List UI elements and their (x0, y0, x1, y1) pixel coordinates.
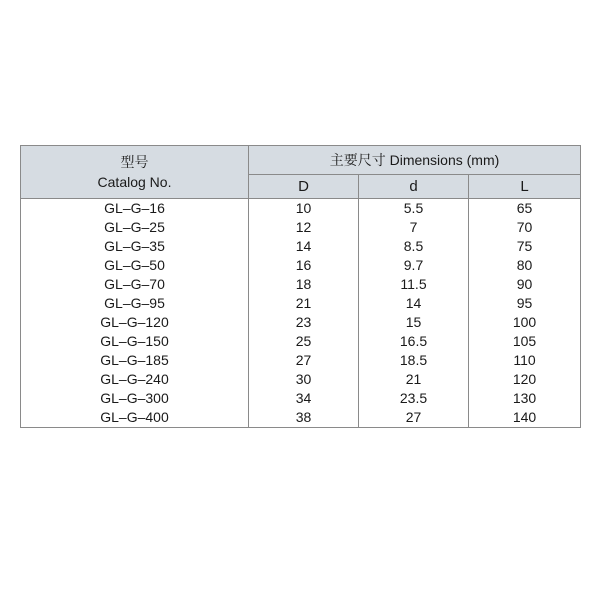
L-cell: 90 (469, 275, 581, 294)
column-header-L: L (469, 174, 581, 198)
L-cell: 130 (469, 389, 581, 408)
d-cell: 14 (359, 294, 469, 313)
D-cell: 30 (249, 370, 359, 389)
table-row (21, 218, 581, 237)
D-cell: 25 (249, 332, 359, 351)
catalog-cell: GL–G–120 (21, 313, 249, 332)
catalog-cell: GL–G–240 (21, 370, 249, 389)
table-header (21, 146, 581, 199)
L-cell: 65 (469, 199, 581, 219)
catalog-cell: GL–G–400 (21, 408, 249, 428)
catalog-header-cn: 型号 (120, 154, 149, 170)
D-cell: 14 (249, 237, 359, 256)
catalog-column-header (21, 146, 249, 199)
table-row (21, 237, 581, 256)
L-cell: 100 (469, 313, 581, 332)
table-row (21, 351, 581, 370)
D-cell: 38 (249, 408, 359, 428)
catalog-cell: GL–G–70 (21, 275, 249, 294)
column-header-d: d (359, 174, 469, 198)
catalog-cell: GL–G–185 (21, 351, 249, 370)
L-cell: 110 (469, 351, 581, 370)
table-row (21, 370, 581, 389)
catalog-cell: GL–G–35 (21, 237, 249, 256)
table-body (21, 199, 581, 428)
table-row (21, 199, 581, 219)
L-cell: 95 (469, 294, 581, 313)
d-cell: 7 (359, 218, 469, 237)
D-cell: 12 (249, 218, 359, 237)
catalog-cell: GL–G–25 (21, 218, 249, 237)
L-cell: 70 (469, 218, 581, 237)
dimensions-header: 主要尺寸 Dimensions (mm) (249, 146, 581, 175)
D-cell: 10 (249, 199, 359, 219)
d-cell: 21 (359, 370, 469, 389)
table-row (21, 408, 581, 428)
d-cell: 11.5 (359, 275, 469, 294)
L-cell: 120 (469, 370, 581, 389)
d-cell: 18.5 (359, 351, 469, 370)
d-cell: 8.5 (359, 237, 469, 256)
catalog-cell: GL–G–300 (21, 389, 249, 408)
D-cell: 18 (249, 275, 359, 294)
column-header-D: D (249, 174, 359, 198)
catalog-cell: GL–G–50 (21, 256, 249, 275)
d-cell: 9.7 (359, 256, 469, 275)
table-row (21, 275, 581, 294)
D-cell: 34 (249, 389, 359, 408)
d-cell: 27 (359, 408, 469, 428)
L-cell: 105 (469, 332, 581, 351)
table-row (21, 256, 581, 275)
d-cell: 15 (359, 313, 469, 332)
L-cell: 140 (469, 408, 581, 428)
d-cell: 5.5 (359, 199, 469, 219)
L-cell: 80 (469, 256, 581, 275)
table-row (21, 332, 581, 351)
D-cell: 23 (249, 313, 359, 332)
D-cell: 21 (249, 294, 359, 313)
L-cell: 75 (469, 237, 581, 256)
D-cell: 16 (249, 256, 359, 275)
catalog-cell: GL–G–95 (21, 294, 249, 313)
catalog-cell: GL–G–16 (21, 199, 249, 219)
catalog-header-en: Catalog No. (97, 174, 172, 190)
D-cell: 27 (249, 351, 359, 370)
catalog-cell: GL–G–150 (21, 332, 249, 351)
table-row (21, 389, 581, 408)
table-row (21, 313, 581, 332)
table-row (21, 294, 581, 313)
d-cell: 16.5 (359, 332, 469, 351)
dimensions-table (20, 145, 581, 428)
d-cell: 23.5 (359, 389, 469, 408)
